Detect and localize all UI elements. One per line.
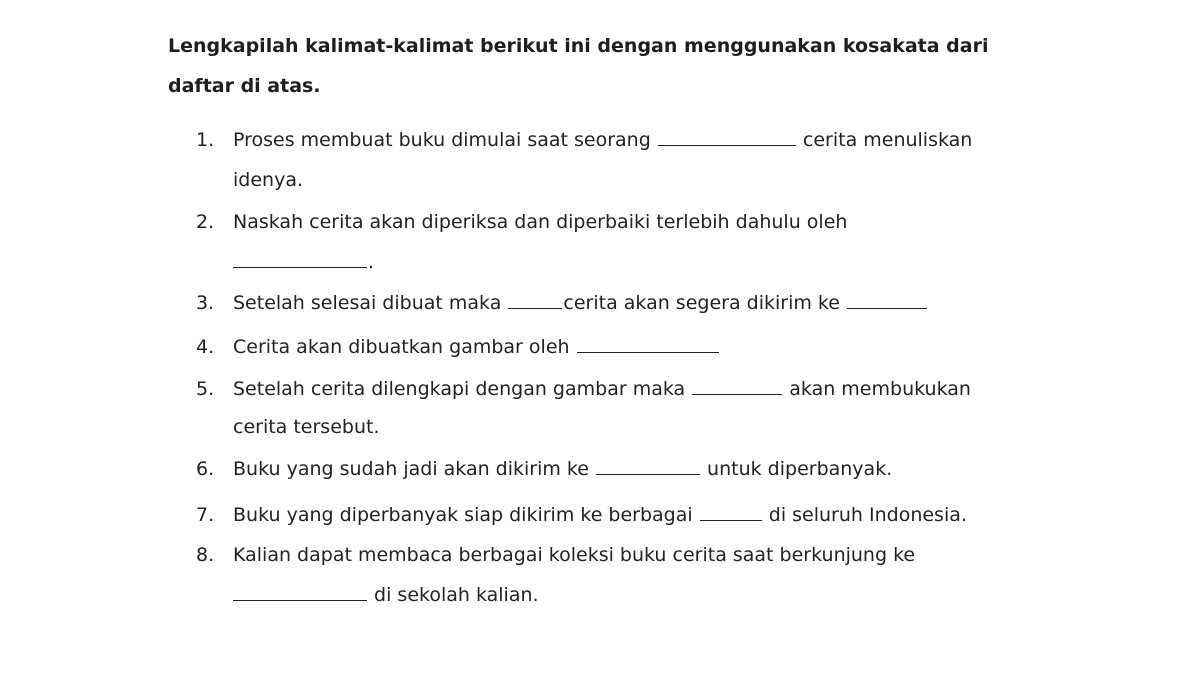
item-text: Naskah cerita akan diperiksa dan diperbaiki terlebih dahulu oleh xyxy=(233,211,848,233)
item-number: 8. xyxy=(196,544,215,566)
fill-blank[interactable] xyxy=(233,250,367,268)
instruction-line-1: Lengkapilah kalimat-kalimat berikut ini dengan menggunakan kosakata dari xyxy=(168,35,989,57)
item-number: 5. xyxy=(196,378,215,400)
item-number: 4. xyxy=(196,336,215,358)
item-text: . xyxy=(368,251,375,273)
item-number: 7. xyxy=(196,504,215,526)
item-number: 2. xyxy=(196,211,215,233)
item-text-line xyxy=(233,457,892,481)
item-text-line xyxy=(233,503,967,527)
item-text-line xyxy=(233,210,847,234)
item-text-line xyxy=(233,377,971,401)
item-text: Proses membuat buku dimulai saat seorang xyxy=(233,129,651,151)
item-text: cerita tersebut. xyxy=(233,416,380,438)
fill-blank[interactable] xyxy=(596,457,700,475)
item-text: Buku yang sudah jadi akan dikirim ke xyxy=(233,458,589,480)
fill-blank[interactable] xyxy=(577,335,719,353)
item-text-line xyxy=(233,415,380,439)
item-text-line xyxy=(233,168,303,192)
item-text: cerita akan segera dikirim ke xyxy=(563,292,840,314)
item-text: cerita menuliskan xyxy=(802,129,973,151)
item-text: Buku yang diperbanyak siap dikirim ke berbagai xyxy=(233,504,693,526)
fill-blank[interactable] xyxy=(692,377,782,395)
fill-blank[interactable] xyxy=(700,503,762,521)
fill-blank[interactable] xyxy=(233,583,367,601)
item-text-line xyxy=(233,128,972,152)
item-text: Setelah selesai dibuat maka xyxy=(233,292,502,314)
item-text-line xyxy=(233,335,720,359)
item-text: Setelah cerita dilengkapi dengan gambar maka xyxy=(233,378,686,400)
item-text-line xyxy=(233,291,928,315)
item-text: Kalian dapat membaca berbagai koleksi buku cerita saat berkunjung ke xyxy=(233,544,916,566)
item-text: Cerita akan dibuatkan gambar oleh xyxy=(233,336,570,358)
item-text-line xyxy=(233,543,915,567)
item-text-line xyxy=(233,250,374,274)
instruction-line-2: daftar di atas. xyxy=(168,75,321,97)
item-text: di seluruh Indonesia. xyxy=(768,504,967,526)
item-number: 1. xyxy=(196,129,215,151)
item-text: di sekolah kalian. xyxy=(374,584,539,606)
fill-blank[interactable] xyxy=(847,291,927,309)
item-number: 3. xyxy=(196,292,215,314)
fill-blank[interactable] xyxy=(508,291,562,309)
fill-blank[interactable] xyxy=(658,128,796,146)
item-text: akan membukukan xyxy=(789,378,971,400)
item-number: 6. xyxy=(196,458,215,480)
item-text: untuk diperbanyak. xyxy=(707,458,893,480)
instruction-heading xyxy=(168,26,988,106)
item-text: idenya. xyxy=(233,169,303,191)
item-text-line xyxy=(233,583,539,607)
